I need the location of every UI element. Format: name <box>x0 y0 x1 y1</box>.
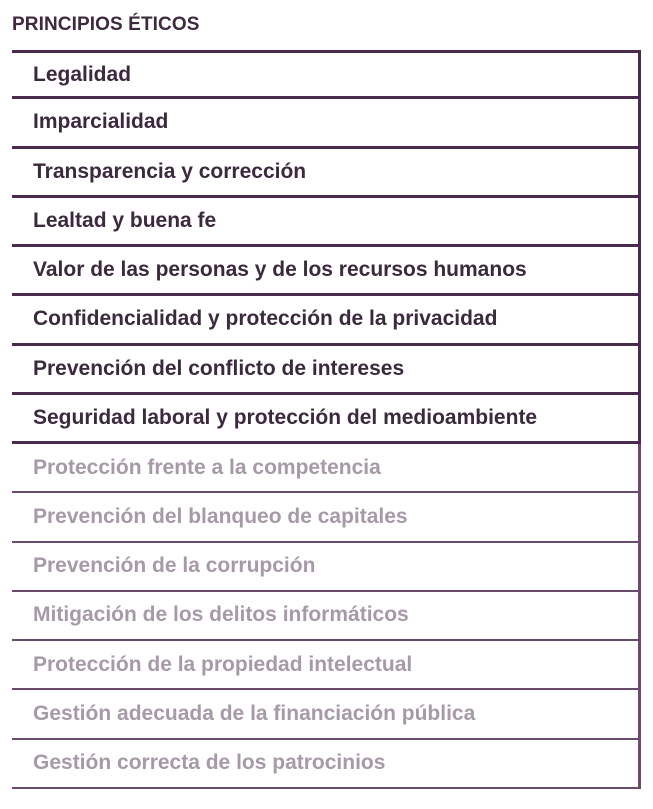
principle-row: Transparencia y corrección <box>12 149 641 198</box>
principle-row-muted: Mitigación de los delitos informáticos <box>12 592 641 641</box>
principle-row: Valor de las personas y de los recursos humanos <box>12 247 641 296</box>
principle-row: Prevención del conflicto de intereses <box>12 346 641 395</box>
principle-row-muted: Gestión adecuada de la financiación pública <box>12 690 641 739</box>
principle-row: Imparcialidad <box>12 99 641 148</box>
principle-row-muted: Prevención de la corrupción <box>12 543 641 592</box>
principle-row: Seguridad laboral y protección del medioambiente <box>12 395 641 444</box>
principle-row: Lealtad y buena fe <box>12 198 641 247</box>
principle-row-muted: Protección de la propiedad intelectual <box>12 641 641 690</box>
principle-row-muted: Protección frente a la competencia <box>12 444 641 493</box>
principle-row-muted: Prevención del blanqueo de capitales <box>12 493 641 542</box>
principle-row: Confidencialidad y protección de la privacidad <box>12 296 641 345</box>
principle-row: Legalidad <box>12 50 641 99</box>
principle-row-muted: Gestión correcta de los patrocinios <box>12 740 641 789</box>
page-title: PRINCIPIOS ÉTICOS <box>12 14 200 35</box>
principles-list <box>12 50 641 789</box>
